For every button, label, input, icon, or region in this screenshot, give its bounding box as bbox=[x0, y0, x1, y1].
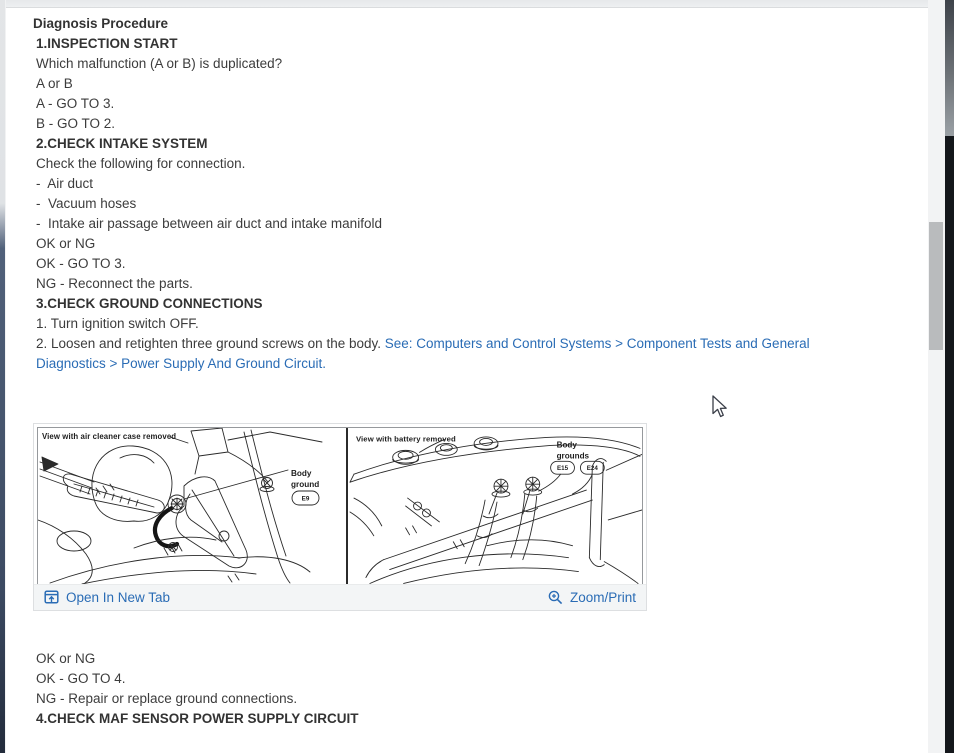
figure-toolbar bbox=[34, 584, 646, 610]
figure-panel-left bbox=[38, 428, 346, 584]
right-dark-edge bbox=[945, 0, 954, 753]
ground-connections-figure bbox=[33, 423, 647, 611]
body-grounds-label: Body bbox=[556, 440, 577, 450]
diagnosis-procedure-text-bottom bbox=[33, 649, 910, 729]
text-line: 1. Turn ignition switch OFF. bbox=[36, 316, 199, 331]
list-item: - Vacuum hoses bbox=[36, 196, 137, 211]
top-border-strip bbox=[6, 0, 945, 8]
text-line: A or B bbox=[36, 76, 73, 91]
text-line: OK or NG bbox=[36, 236, 96, 251]
zoom-in-icon bbox=[548, 590, 563, 605]
connector-badge-e9: E9 bbox=[301, 495, 310, 503]
text-line: NG - Reconnect the parts. bbox=[36, 276, 193, 291]
body-grounds-label: grounds bbox=[556, 451, 590, 461]
text-line: NG - Repair or replace ground connections. bbox=[36, 691, 298, 706]
figure-panel-right bbox=[346, 428, 642, 584]
zoom-print-label: Zoom/Print bbox=[569, 590, 636, 605]
text-line: OK or NG bbox=[36, 651, 96, 666]
open-in-new-tab-link[interactable] bbox=[44, 590, 170, 605]
figure-image[interactable] bbox=[37, 427, 643, 585]
step-heading-2: 2.CHECK INTAKE SYSTEM bbox=[36, 136, 208, 151]
text-line: OK - GO TO 4. bbox=[36, 671, 126, 686]
left-panel-caption: View with air cleaner case removed bbox=[42, 432, 177, 441]
right-panel-caption: View with battery removed bbox=[355, 434, 456, 444]
open-in-new-tab-icon bbox=[44, 590, 59, 605]
mouse-cursor bbox=[711, 395, 731, 424]
arrow-cursor-icon bbox=[711, 395, 731, 419]
text-line: Which malfunction (A or B) is duplicated? bbox=[36, 56, 283, 71]
see-reference-link[interactable]: See: Computers and Control Systems > Component Tests and General Diagnostics > Power Supply And Ground Circuit. bbox=[36, 336, 810, 371]
connector-badge-e15: E15 bbox=[556, 465, 569, 473]
air-cleaner-view-drawing bbox=[38, 428, 346, 584]
paragraph-text: 2. Loosen and retighten three ground screws on the body. bbox=[36, 336, 385, 351]
body-ground-label: ground bbox=[291, 480, 320, 489]
scrollbar-thumb[interactable] bbox=[929, 222, 943, 350]
page-title: Diagnosis Procedure bbox=[33, 16, 169, 31]
body-ground-label: Body bbox=[291, 469, 312, 478]
text-line: A - GO TO 3. bbox=[36, 96, 115, 111]
text-line: OK - GO TO 3. bbox=[36, 256, 126, 271]
list-item: - Intake air passage between air duct and intake manifold bbox=[36, 216, 382, 231]
scrollbar-track[interactable] bbox=[928, 0, 945, 753]
open-in-new-tab-label: Open In New Tab bbox=[66, 590, 171, 605]
link-paragraph bbox=[33, 334, 871, 374]
diagnosis-procedure-text bbox=[33, 14, 910, 374]
step-heading-1: 1.INSPECTION START bbox=[36, 36, 178, 51]
zoom-print-link[interactable] bbox=[548, 590, 636, 605]
step-heading-3: 3.CHECK GROUND CONNECTIONS bbox=[36, 296, 263, 311]
text-line: B - GO TO 2. bbox=[36, 116, 116, 131]
list-item: - Air duct bbox=[36, 176, 94, 191]
left-window-edge bbox=[0, 0, 6, 753]
battery-removed-view-drawing bbox=[348, 428, 642, 584]
text-line: Check the following for connection. bbox=[36, 156, 246, 171]
right-dark-edge-gradient bbox=[945, 0, 954, 136]
connector-badge-e24: E24 bbox=[586, 465, 598, 473]
step-heading-4: 4.CHECK MAF SENSOR POWER SUPPLY CIRCUIT bbox=[36, 711, 359, 726]
